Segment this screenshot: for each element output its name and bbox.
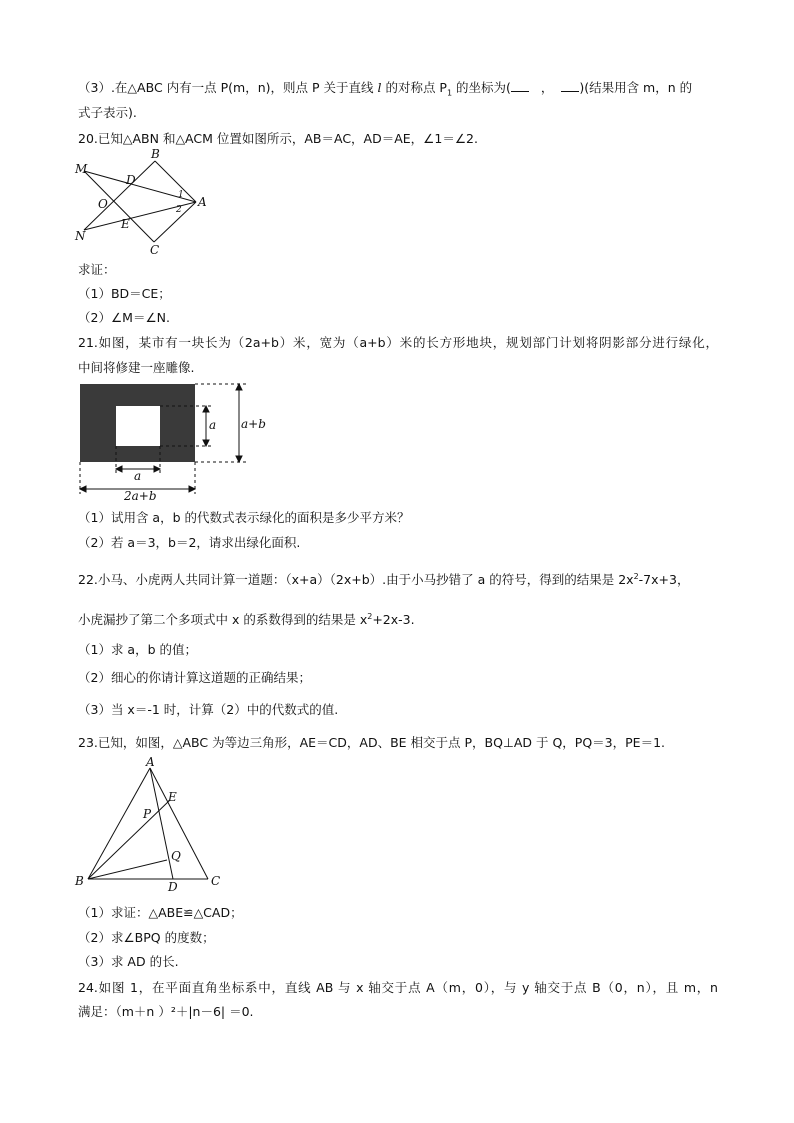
q20-label-N: N	[75, 229, 86, 243]
q21-stem-line2: 中间将修建一座雕像.	[78, 360, 195, 375]
line-l-symbol: l	[377, 80, 382, 95]
answer-blank-1[interactable]	[511, 81, 529, 92]
q22-part3: （3）当 x＝-1 时，计算（2）中的代数式的值.	[78, 702, 339, 717]
superscript-2: 2	[633, 572, 639, 581]
q19-text-d: ，	[540, 80, 554, 95]
q23-label-D: D	[168, 880, 178, 894]
q22-stem-line2: 小虎漏抄了第二个多项式中 x 的系数得到的结果是 $x^2+2x-3$.	[78, 612, 415, 628]
q23-part2: （2）求∠BPQ 的度数；	[78, 930, 215, 945]
q20-part1: （1）BD＝CE；	[78, 286, 171, 301]
q20-label-M: M	[75, 162, 88, 176]
q20-figure	[74, 148, 214, 256]
q20-segment-AC	[154, 202, 196, 242]
q23-label-B: B	[75, 874, 84, 888]
q20-segment-MC	[84, 171, 154, 242]
q23-label-E: E	[168, 790, 177, 804]
q20-label-E: E	[121, 217, 130, 231]
q21-label-a-plus-b: a+b	[241, 417, 266, 431]
q21-label-a-vertical: a	[209, 418, 217, 432]
q20-prove: 求证：	[78, 262, 116, 277]
q19-text-e: )(结果用含 m，n 的	[579, 80, 693, 95]
q21-part1: （1）试用含 a，b 的代数式表示绿化的面积是多少平方米？	[78, 510, 410, 525]
q23-label-C: C	[211, 874, 221, 888]
subscript-1: 1	[446, 88, 453, 98]
q23-segment-BE	[88, 800, 170, 879]
answer-blank-2[interactable]	[561, 81, 579, 92]
q23-side-AB	[88, 768, 150, 879]
q20-label-B: B	[151, 148, 160, 161]
q20-stem: 20.已知△ABN 和△ACM 位置如图所示，AB＝AC，AD＝AE，∠1＝∠2.	[78, 131, 478, 146]
q20-label-D: D	[126, 173, 136, 187]
q23-stem: 23.已知，如图，△ABC 为等边三角形，AE＝CD，AD、BE 相交于点 P，BQ⊥AD 于 Q，PQ＝3，PE＝1.	[78, 735, 665, 750]
q19-text-c: 的坐标为(	[452, 80, 511, 95]
q23-segment-BQ	[88, 860, 167, 879]
q21-stem-line1: 21.如图，某市有一块长为（2a+b）米，宽为（a+b）米的长方形地块，规划部门计划将阴影部分进行绿化，	[78, 335, 718, 350]
q23-label-Q: Q	[171, 849, 181, 863]
q22-part1: （1）求 a，b 的值；	[78, 642, 197, 657]
superscript-2: 2	[367, 612, 373, 621]
q23-figure	[72, 755, 232, 895]
q23-segment-AD	[150, 768, 173, 879]
q20-label-C: C	[150, 243, 160, 256]
q23-label-P: P	[143, 807, 152, 821]
q23-part1: （1）求证：△ABE≌△CAD；	[78, 905, 243, 920]
q20-label-O: O	[98, 197, 108, 211]
q23-label-A: A	[146, 755, 155, 769]
q20-segment-BN	[84, 161, 155, 230]
statue-area	[116, 406, 160, 446]
q23-part3: （3）求 AD 的长.	[78, 954, 179, 969]
q24-stem-line2: 满足：（m＋n ）²＋|n－6| ＝0.	[78, 1004, 254, 1019]
q20-label-A: A	[198, 195, 207, 209]
q19-text-a: （3）.在△ABC 内有一点 P(m，n)，则点 P 关于直线	[78, 80, 378, 95]
q19-part3-line1	[78, 80, 692, 102]
q19-text-b: 的对称点 P	[381, 80, 447, 95]
q22-part2: （2）细心的你请计算这道题的正确结果；	[78, 670, 311, 685]
q21-figure	[78, 382, 273, 502]
q21-label-2a-plus-b: 2a+b	[124, 489, 157, 502]
q21-part2: （2）若 a＝3，b＝2，请求出绿化面积.	[78, 535, 301, 550]
q20-label-angle2: 2	[176, 205, 182, 215]
q20-label-angle1: 1	[178, 190, 184, 200]
q20-part2: （2）∠M＝∠N.	[78, 310, 170, 325]
q22-stem-line1: 22.小马、小虎两人共同计算一道题：（x+a）（2x+b）.由于小马抄错了 a 的符号，得到的结果是 $2x^2-7x+3$，	[78, 572, 690, 588]
q24-stem-line1: 24.如图 1，在平面直角坐标系中，直线 AB 与 x 轴交于点 A（m，0），与 y 轴交于点 B（0，n），且 m，n	[78, 980, 718, 995]
q21-label-a-horizontal: a	[134, 469, 142, 483]
q19-part3-line2: 式子表示).	[78, 105, 137, 120]
